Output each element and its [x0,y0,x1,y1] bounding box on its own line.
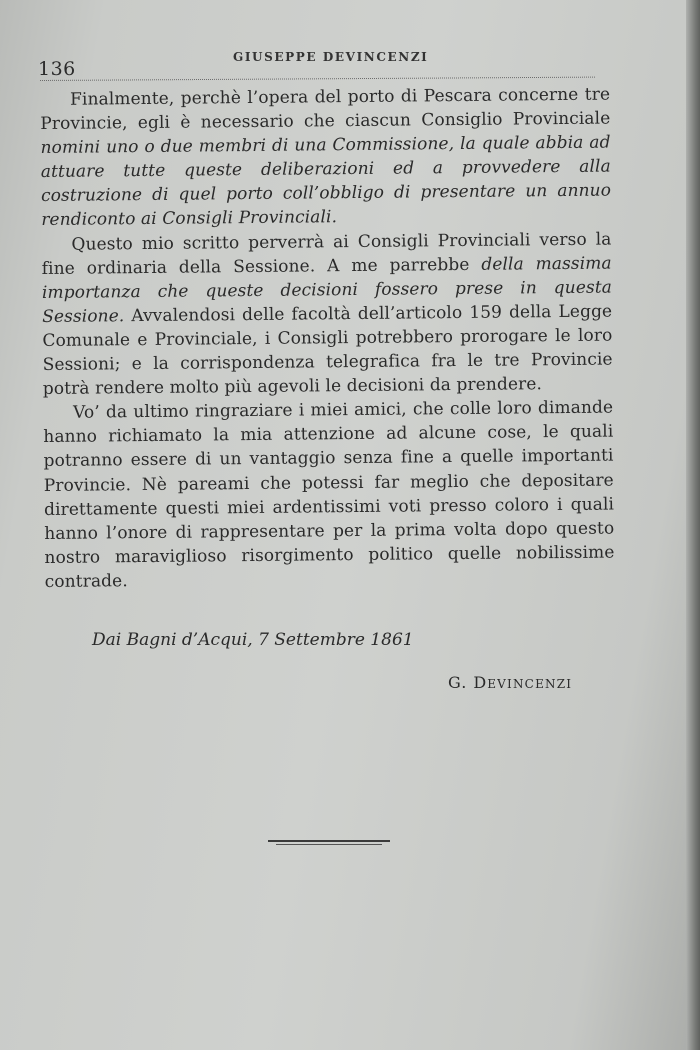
paragraph-3 [43,396,615,594]
paragraph-1 [40,83,611,233]
running-title: GIUSEPPE DEVINCENZI [233,50,429,64]
page-edge [686,0,700,1050]
text-segment: Finalmente, perchè l’opera del porto di Pescara concerne tre Provincie, egli è necessario che ciascun Consiglio Provinciale [40,84,611,135]
end-ornament-rule [268,840,390,842]
signature [448,673,572,692]
signature-rest: EVINCENZI [487,677,573,691]
dateline: Dai Bagni d’Acqui, 7 Settembre 1861 [92,630,414,650]
body-text [40,83,615,594]
text-segment: Avvalendosi delle facoltà dell’articolo 159 della Legge Comunale e Provinciale, i Consigli potrebbero prorogare le loro Sessioni; e la corrispondenza telegrafica fra le tre Provincie potrà rendere molto più agevoli le decisioni da prendere. [42,301,613,400]
text-segment: Questo mio scritto perverrà ai Consigli Provinciali verso la fine ordinaria della Sessione. A me parrebbe [41,229,612,279]
signature-initial: G. D [448,673,488,692]
page-number: 136 [38,58,76,80]
text-segment: Vo’ da ultimo ringraziare i miei amici, che colle loro dimande hanno richiamato la mia attenzione ad alcune cose, le quali potranno essere di un vantaggio senza fine a quelle importanti Provincie. Nè pareami che potessi far meglio che depositare direttamente questi miei ardentissimi voti presso coloro i quali hanno l’onore di rappresentare per la prima volta dopo questo nostro maraviglioso risorgimento politico quelle nobilissime contrade. [43,397,615,592]
paragraph-2 [41,227,613,401]
header-divider [40,77,595,81]
italic-text-segment: della massima importanza che queste decisioni fossero prese in questa Sessione. [41,253,613,327]
italic-text-segment: nomini uno o due membri di una Commissione, la quale abbia ad attuare tutte queste deliberazioni ed a provvedere alla costruzione di quel porto coll’obbligo di presentare un annuo rendiconto ai Consigli Provinciali. [40,132,612,231]
